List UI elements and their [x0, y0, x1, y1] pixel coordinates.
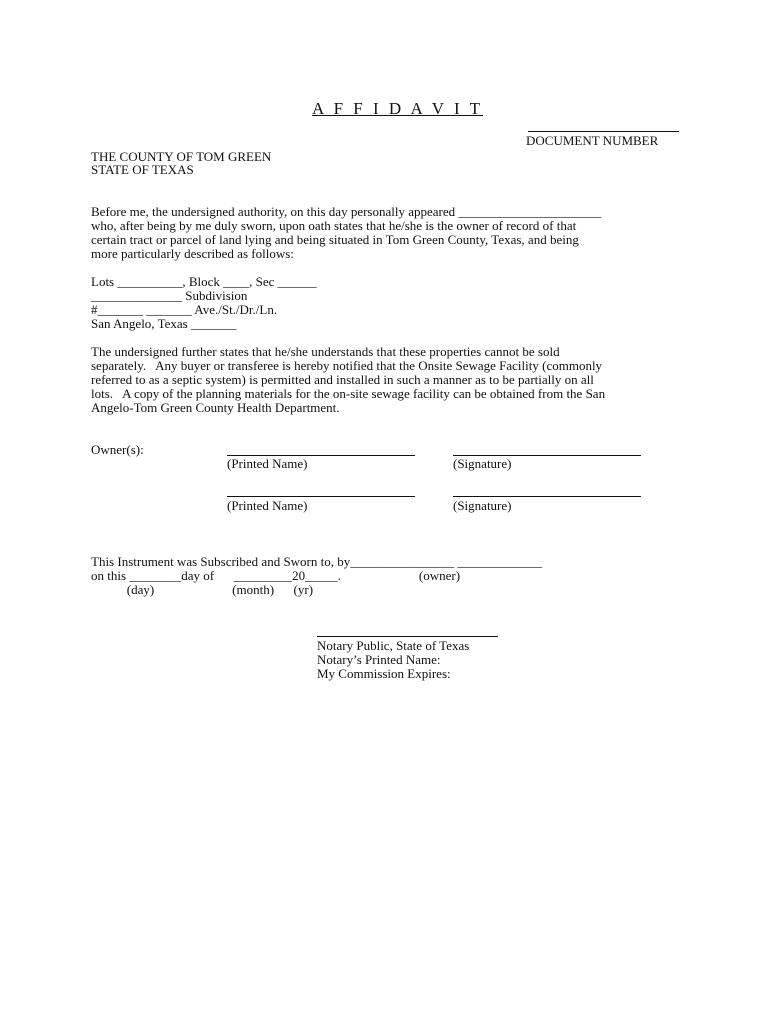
printed-name-caption-1: (Printed Name) — [227, 456, 308, 471]
signature-caption-1: (Signature) — [453, 456, 512, 471]
document-number-label: DOCUMENT NUMBER — [526, 133, 659, 148]
commission-expires-label: My Commission Expires: — [317, 666, 451, 681]
lots-block-sec-line: Lots __________, Block ____, Sec ______ — [91, 274, 317, 289]
paragraph-line: who, after being by me duly sworn, upon oath states that he/she is the owner of record of that — [91, 218, 577, 233]
signature-line-2 — [453, 496, 641, 497]
document-number-line — [528, 131, 679, 132]
subdivision-line: ______________ Subdivision — [91, 288, 248, 303]
signature-caption-2: (Signature) — [453, 498, 512, 513]
state-heading: STATE OF TEXAS — [91, 162, 194, 177]
notary-signature-line — [317, 636, 498, 637]
address-line: #_______ _______ Ave./St./Dr./Ln. — [91, 302, 278, 317]
property-description — [91, 275, 691, 331]
paragraph-line: more particularly described as follows: — [91, 246, 294, 261]
owners-label: Owner(s): — [91, 442, 144, 457]
appearance-paragraph — [91, 205, 691, 261]
notary-printed-name-label: Notary’s Printed Name: — [317, 652, 441, 667]
printed-name-line-2 — [227, 496, 415, 497]
county-heading: THE COUNTY OF TOM GREEN — [91, 149, 272, 164]
septic-notice-paragraph — [91, 345, 691, 415]
paragraph-line: referred to as a septic system) is permitted and installed in such a manner as to be partially on all — [91, 372, 594, 387]
paragraph-line: separately. Any buyer or transferee is hereby notified that the Onsite Sewage Facility (commonly — [91, 358, 603, 373]
paragraph-line: lots. A copy of the planning materials for the on-site sewage facility can be obtained from the San — [91, 386, 606, 401]
instrument-date-captions: (day) (month) (yr) — [91, 582, 314, 597]
document-title: A F F I D A V I T — [312, 99, 483, 118]
instrument-date-line: on this ________day of _________20_____. (owner) — [91, 568, 461, 583]
paragraph-line: Before me, the undersigned authority, on this day personally appeared ______________________ — [91, 204, 602, 219]
paragraph-line: certain tract or parcel of land lying and being situated in Tom Green County, Texas, and being — [91, 232, 579, 247]
paragraph-line: The undersigned further states that he/she understands that these properties cannot be sold — [91, 344, 560, 359]
printed-name-caption-2: (Printed Name) — [227, 498, 308, 513]
paragraph-line: Angelo-Tom Green County Health Department. — [91, 400, 340, 415]
notary-public-label: Notary Public, State of Texas — [317, 638, 470, 653]
city-line: San Angelo, Texas _______ — [91, 316, 237, 331]
instrument-sworn-line: This Instrument was Subscribed and Sworn to, by________________ _____________ — [91, 554, 543, 569]
